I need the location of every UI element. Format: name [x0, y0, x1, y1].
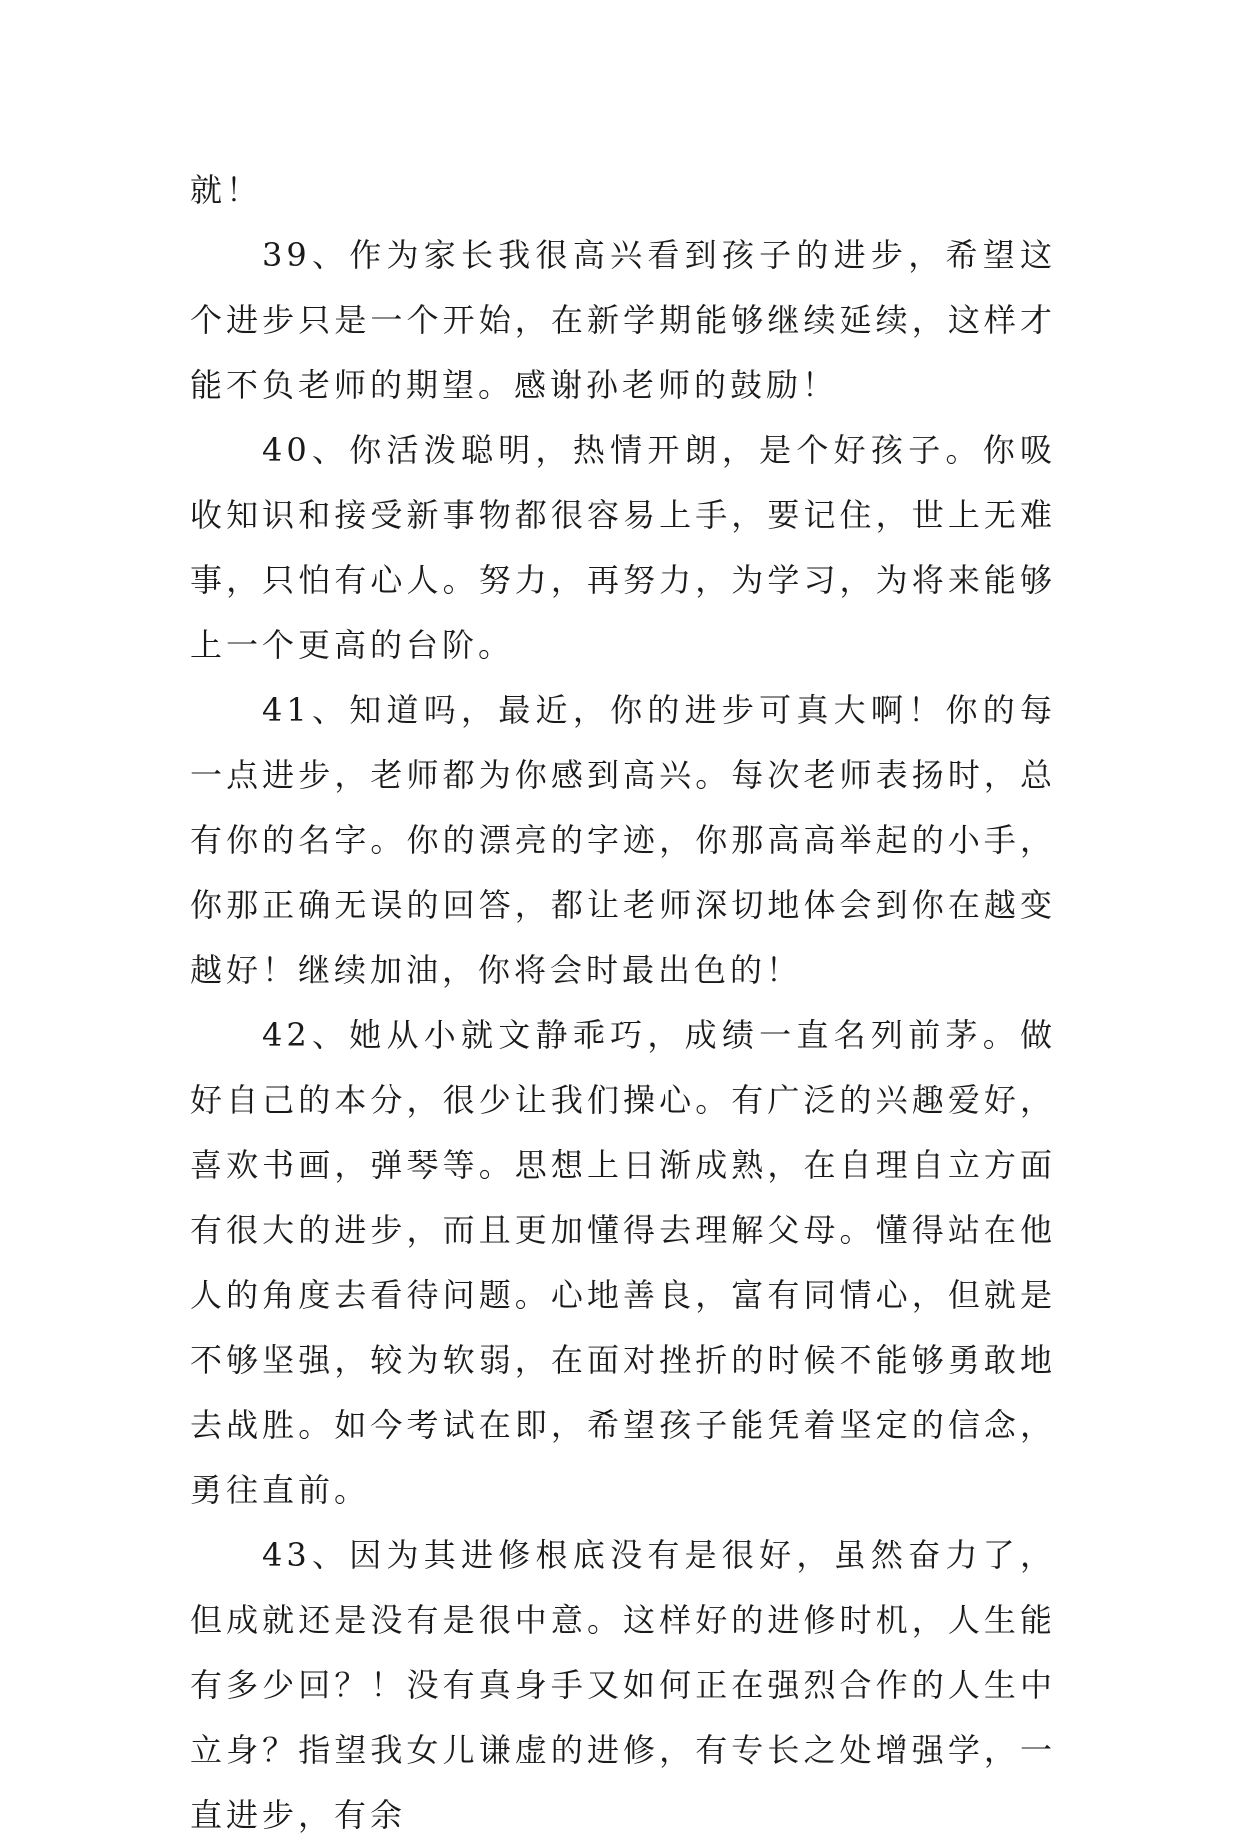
paragraph-40: 40、你活泼聪明，热情开朗，是个好孩子。你吸收知识和接受新事物都很容易上手，要记住，世上无难事，只怕有心人。努力，再努力，为学习，为将来能够上一个更高的台阶。 [190, 431, 1056, 664]
paragraph-42: 42、她从小就文静乖巧，成绩一直名列前茅。做好自己的本分，很少让我们操心。有广泛的兴趣爱好，喜欢书画，弹琴等。思想上日渐成熟，在自理自立方面有很大的进步，而且更加懂得去理解父母。懂得站在他人的角度去看待问题。心地善良，富有同情心，但就是不够坚强，较为软弱，在面对挫折的时候不能够勇敢地去战胜。如今考试在即，希望孩子能凭着坚定的信念，勇往直前。 [190, 1016, 1056, 1509]
paragraph-41: 41、知道吗，最近，你的进步可真大啊！你的每一点进步，老师都为你感到高兴。每次老师表扬时，总有你的名字。你的漂亮的字迹，你那高高举起的小手，你那正确无误的回答，都让老师深切地体会到你在越变越好！继续加油，你将会时最出色的！ [190, 691, 1056, 989]
paragraph-continuation: 就！ [190, 171, 263, 209]
document-body [190, 158, 1056, 1848]
paragraph-39: 39、作为家长我很高兴看到孩子的进步，希望这个进步只是一个开始，在新学期能够继续延续，这样才能不负老师的期望。感谢孙老师的鼓励！ [190, 236, 1056, 404]
paragraph-43: 43、因为其进修根底没有是很好，虽然奋力了，但成就还是没有是很中意。这样好的进修时机，人生能有多少回？！没有真身手又如何正在强烈合作的人生中立身？指望我女儿谦虚的进修，有专长之处增强学，一直进步，有余 [190, 1536, 1056, 1834]
